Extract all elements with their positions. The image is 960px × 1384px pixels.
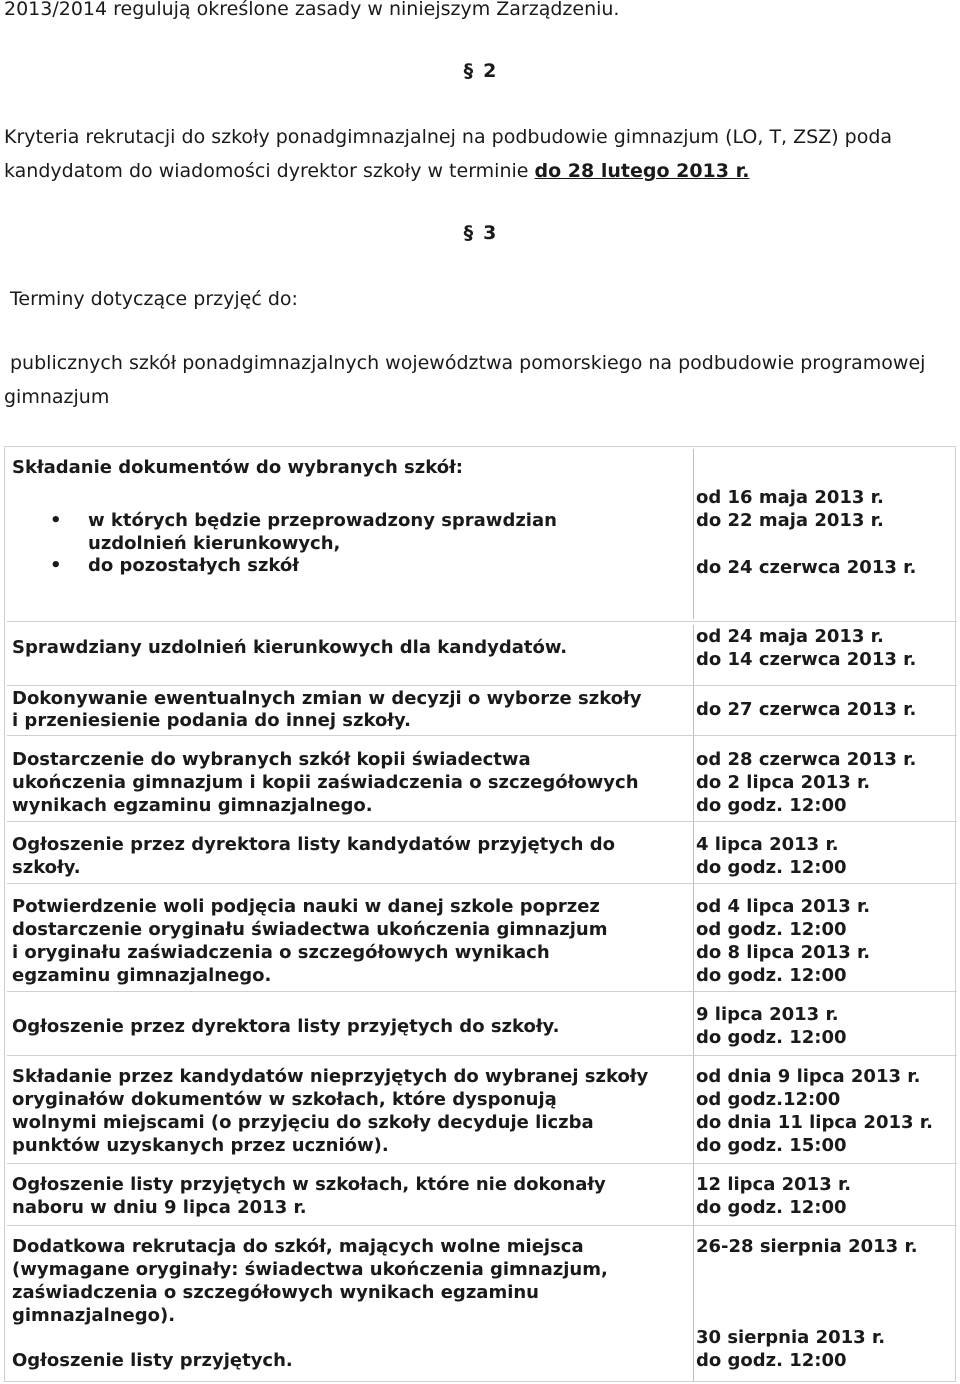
row-divider bbox=[7, 621, 957, 622]
row-divider bbox=[7, 685, 957, 686]
row-6-text: i oryginału zaświadczenia o szczegółowych wynikach bbox=[12, 942, 550, 963]
section-symbol: § bbox=[463, 222, 474, 244]
column-divider bbox=[693, 625, 694, 1381]
section-2-line-1: Kryteria rekrutacji do szkoły ponadgimnazjalnej na podbudowie gimnazjum (LO, T, ZSZ) poda bbox=[4, 126, 893, 148]
row-6-date: od godz. 12:00 bbox=[696, 919, 847, 940]
row-8-text: wolnymi miejscami (o przyjęciu do szkoły decyduje liczba bbox=[12, 1112, 594, 1133]
row-6-date: do godz. 12:00 bbox=[696, 965, 847, 986]
row-10-date: do godz. 12:00 bbox=[696, 1350, 847, 1371]
row-3-text: i przeniesienie podania do innej szkoły. bbox=[12, 710, 411, 731]
list-item bbox=[12, 555, 684, 578]
row-4-date: do 2 lipca 2013 r. bbox=[696, 772, 871, 793]
terms-heading: Terminy dotyczące przyjęć do: bbox=[10, 288, 298, 310]
row-1-date: do 24 czerwca 2013 r. bbox=[696, 557, 917, 578]
row-1-date: do 22 maja 2013 r. bbox=[696, 510, 884, 531]
row-6-text: Potwierdzenie woli podjęcia nauki w danej szkole poprzez bbox=[12, 896, 600, 917]
section-number: 3 bbox=[483, 222, 497, 244]
row-5-date: do godz. 12:00 bbox=[696, 857, 847, 878]
row-10-date: 26-28 sierpnia 2013 r. bbox=[696, 1236, 918, 1257]
intro-text: 2013/2014 regulują określone zasady w niniejszym Zarządzeniu. bbox=[4, 0, 620, 20]
bullet-text: w których będzie przeprowadzony sprawdzian bbox=[88, 510, 557, 531]
section-symbol: § bbox=[463, 60, 474, 82]
list-item bbox=[12, 510, 684, 555]
row-6-date: do 8 lipca 2013 r. bbox=[696, 942, 871, 963]
row-2-text: Sprawdziany uzdolnień kierunkowych dla kandydatów. bbox=[12, 637, 568, 658]
row-8-date: od godz.12:00 bbox=[696, 1089, 841, 1110]
section-2-heading bbox=[0, 60, 960, 82]
row-6-date: od 4 lipca 2013 r. bbox=[696, 896, 871, 917]
row-8-date: do godz. 15:00 bbox=[696, 1135, 847, 1156]
row-5-date: 4 lipca 2013 r. bbox=[696, 834, 839, 855]
row-4-date: od 28 czerwca 2013 r. bbox=[696, 749, 917, 770]
row-3-text: Dokonywanie ewentualnych zmian w decyzji o wyborze szkoły bbox=[12, 688, 642, 709]
row-divider bbox=[7, 883, 957, 884]
row-1-date: od 16 maja 2013 r. bbox=[696, 487, 884, 508]
row-2-date: do 14 czerwca 2013 r. bbox=[696, 649, 917, 670]
row-8-text: oryginałów dokumentów w szkołach, które dysponują bbox=[12, 1089, 557, 1110]
row-10-text: Ogłoszenie listy przyjętych. bbox=[12, 1350, 293, 1371]
row-7-date: 9 lipca 2013 r. bbox=[696, 1004, 839, 1025]
row-1-bullets bbox=[12, 510, 684, 578]
bullet-text: uzdolnień kierunkowych, bbox=[88, 532, 341, 554]
row-8-text: Składanie przez kandydatów nieprzyjętych do wybranej szkoły bbox=[12, 1066, 649, 1087]
row-divider bbox=[7, 1055, 957, 1056]
row-divider bbox=[7, 735, 957, 736]
scope-line-2: gimnazjum bbox=[4, 386, 110, 408]
row-10-text: zaświadczenia o szczegółowych wynikach egzaminu bbox=[12, 1282, 539, 1303]
row-divider bbox=[7, 991, 957, 992]
row-4-date: do godz. 12:00 bbox=[696, 795, 847, 816]
row-10-text: gimnazjalnego). bbox=[12, 1305, 176, 1326]
row-5-text: szkoły. bbox=[12, 857, 81, 878]
row-7-date: do godz. 12:00 bbox=[696, 1027, 847, 1048]
row-8-text: punktów uzyskanych przez uczniów). bbox=[12, 1135, 389, 1156]
row-6-text: dostarczenie oryginału świadectwa ukończenia gimnazjum bbox=[12, 919, 608, 940]
row-divider bbox=[7, 1225, 957, 1226]
row-divider bbox=[7, 821, 957, 822]
scope-line-1: publicznych szkół ponadgimnazjalnych województwa pomorskiego na podbudowie programowej bbox=[10, 352, 926, 374]
row-9-text: naboru w dniu 9 lipca 2013 r. bbox=[12, 1197, 307, 1218]
row-4-text: wynikach egzaminu gimnazjalnego. bbox=[12, 795, 373, 816]
row-5-text: Ogłoszenie przez dyrektora listy kandydatów przyjętych do bbox=[12, 834, 616, 855]
row-4-text: ukończenia gimnazjum i kopii zaświadczenia o szczegółowych bbox=[12, 772, 639, 793]
section-2-line-2-text: kandydatom do wiadomości dyrektor szkoły w terminie bbox=[4, 160, 535, 182]
deadline-date: do 28 lutego 2013 r. bbox=[534, 160, 750, 182]
row-10-text: (wymagane oryginały: świadectwa ukończenia gimnazjum, bbox=[12, 1259, 608, 1280]
row-9-date: do godz. 12:00 bbox=[696, 1197, 847, 1218]
row-divider bbox=[7, 1163, 957, 1164]
bullet-text: do pozostałych szkół bbox=[88, 555, 299, 576]
row-9-text: Ogłoszenie listy przyjętych w szkołach, które nie dokonały bbox=[12, 1174, 606, 1195]
row-3-date: do 27 czerwca 2013 r. bbox=[696, 699, 917, 720]
column-divider bbox=[693, 449, 694, 619]
row-10-text: Dodatkowa rekrutacja do szkół, mających wolne miejsca bbox=[12, 1236, 584, 1257]
row-8-date: od dnia 9 lipca 2013 r. bbox=[696, 1066, 921, 1087]
section-number: 2 bbox=[483, 60, 497, 82]
row-2-date: od 24 maja 2013 r. bbox=[696, 626, 884, 647]
row-6-text: egzaminu gimnazjalnego. bbox=[12, 965, 272, 986]
row-7-text: Ogłoszenie przez dyrektora listy przyjętych do szkoły. bbox=[12, 1016, 560, 1037]
section-2-line-2 bbox=[4, 154, 750, 188]
row-4-text: Dostarczenie do wybranych szkół kopii świadectwa bbox=[12, 749, 531, 770]
row-8-date: do dnia 11 lipca 2013 r. bbox=[696, 1112, 933, 1133]
row-10-date: 30 sierpnia 2013 r. bbox=[696, 1327, 886, 1348]
section-3-heading bbox=[0, 222, 960, 244]
row-9-date: 12 lipca 2013 r. bbox=[696, 1174, 852, 1195]
row-1-title: Składanie dokumentów do wybranych szkół: bbox=[12, 457, 463, 478]
